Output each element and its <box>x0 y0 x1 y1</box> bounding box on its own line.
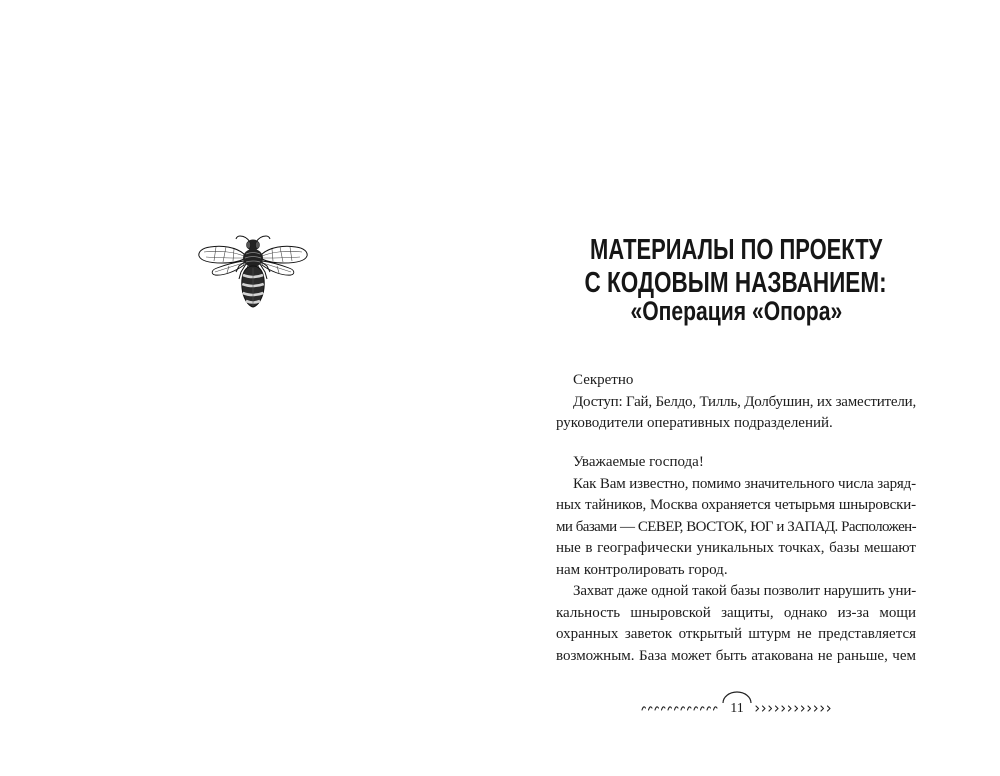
text-line: возможным. База может быть атакована не раньше, чем <box>556 647 916 664</box>
paragraph-greeting <box>556 452 916 474</box>
title-line-2 <box>536 268 936 298</box>
paragraph-access <box>556 392 916 435</box>
bee-icon <box>196 234 310 310</box>
right-page <box>500 0 1000 776</box>
text-line: Захват даже одной такой базы позволит нарушить уни- <box>573 583 916 599</box>
text-line: ных тайников, Москва охраняется четырьмя шныровски- <box>556 497 916 513</box>
bee-abdomen <box>242 266 264 307</box>
page-number: 11 <box>730 701 744 716</box>
bee-wings-right <box>262 246 307 275</box>
text-line: кальность шныровской защиты, однако из-за мощи <box>556 604 916 621</box>
text-line: Доступ: Гай, Белдо, Тилль, Долбушин, их заместители, <box>573 393 916 410</box>
text-line: охранных заветок открытый штурм не представляется <box>556 626 916 642</box>
bee-head <box>247 240 260 251</box>
text-line: Уважаемые господа! <box>573 454 704 470</box>
paragraph-bases <box>556 474 916 582</box>
body-text <box>556 370 916 667</box>
text-line: нам контролировать город. <box>556 561 728 578</box>
title-line-3 <box>536 296 936 326</box>
title-line-1 <box>536 235 936 265</box>
paragraph-capture <box>556 581 916 667</box>
bee-thorax <box>243 249 263 267</box>
text-line: руководители оперативных подразделений. <box>556 415 833 431</box>
text-line: ми базами — СЕВЕР, ВОСТОК, ЮГ и ЗАПАД. Расположен- <box>556 518 916 535</box>
text-line: ные в географически уникальных точках, базы мешают <box>556 540 916 556</box>
ornament-right <box>756 706 830 711</box>
title-line-2-text: С КОДОВЫМ НАЗВАНИЕМ: <box>584 267 888 299</box>
title-line-3-text: «Операция «Опора» <box>630 296 842 326</box>
ornament-left <box>642 707 717 710</box>
text-line: Как Вам известно, помимо значительного числа заряд- <box>573 475 916 492</box>
title-line-1-text: МАТЕРИАЛЫ ПО ПРОЕКТУ <box>589 234 883 266</box>
paragraph-secret <box>556 370 916 392</box>
text-line: Секретно <box>573 372 634 388</box>
bee-wings-left <box>199 246 244 275</box>
